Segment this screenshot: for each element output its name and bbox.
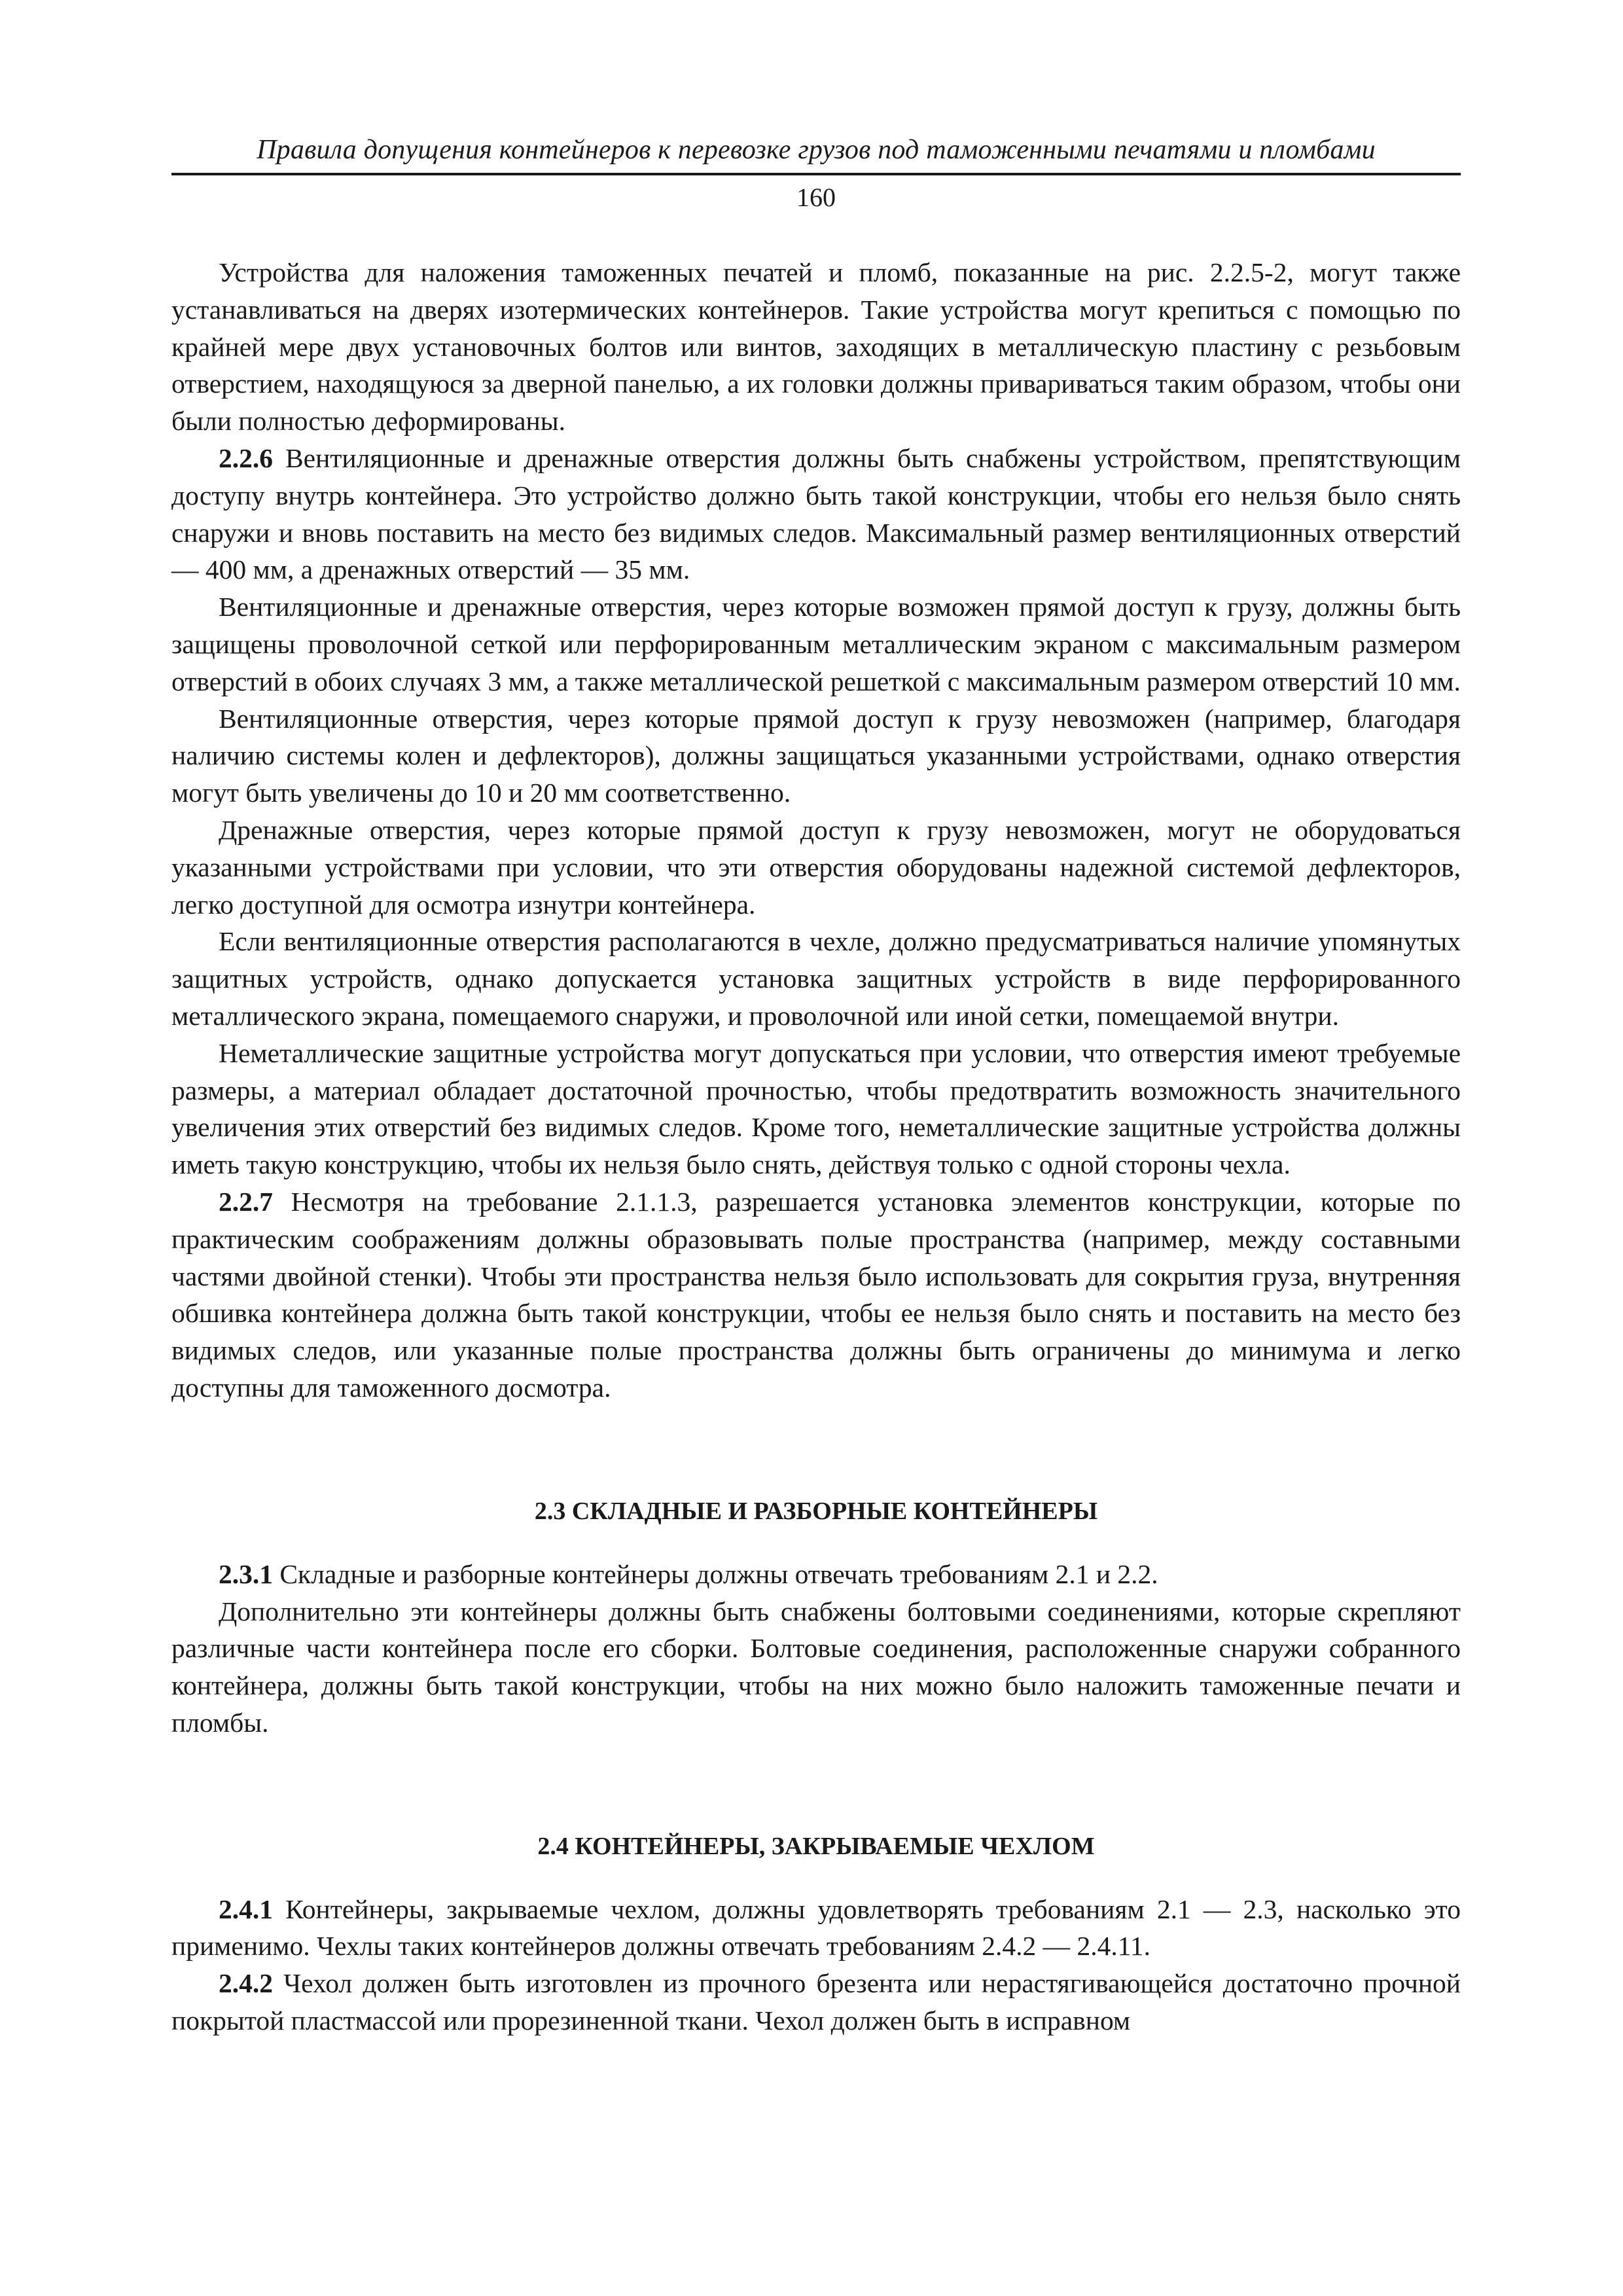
paragraph <box>171 254 1461 440</box>
paragraph-2-2-6 <box>171 440 1461 588</box>
paragraph-text: Дренажные отверстия, через которые прямой доступ к грузу невозможен, могут не оборудоваться указанными устройствами при условии, что эти отверстия оборудованы надежной системой дефлекторов, легко доступной для осмотра изнутри контейнера. <box>171 814 1461 920</box>
paragraph-text: Дополнительно эти контейнеры должны быть снабжены болтовыми соединениями, которые скрепляют различные части контейнера после его сборки. Болтовые соединения, расположенные снаружи собранного контейнера, должны быть такой конструкции, чтобы на них можно было наложить таможенные печати и пломбы. <box>171 1596 1461 1738</box>
paragraph <box>171 923 1461 1034</box>
paragraph-text: Неметаллические защитные устройства могут допускаться при условии, что отверстия имеют требуемые размеры, а материал обладает достаточной прочностью, чтобы предотвратить возможность значительного увеличения этих отверстий без видимых следов. Кроме того, неметаллические защитные устройства должны иметь такую конструкцию, чтобы их нельзя было снять, действуя только с одной стороны чехла. <box>171 1037 1461 1180</box>
paragraph-2-3-1 <box>171 1556 1461 1593</box>
clause-number: 2.4.2 <box>219 1968 273 1999</box>
header-rule <box>171 173 1461 175</box>
body-text <box>171 254 1461 2039</box>
paragraph-text: Контейнеры, закрываемые чехлом, должны удовлетворять требованиям 2.1 — 2.3, насколько это применимо. Чехлы таких контейнеров должны отвечать требованиям 2.4.2 — 2.4.11. <box>171 1893 1461 1962</box>
paragraph-text: Чехол должен быть изготовлен из прочного брезента или нерастягивающейся достаточно прочной покрытой пластмассой или прорезиненной ткани. Чехол должен быть в исправном <box>171 1968 1461 2036</box>
paragraph-2-4-1 <box>171 1891 1461 1965</box>
paragraph-text: Несмотря на требование 2.1.1.3, разрешается установка элементов конструкции, которые по практическим соображениям должны образовывать полые пространства (например, между составными частями двойной стенки). Чтобы эти пространства нельзя было использовать для сокрытия груза, внутренняя обшивка контейнера должна быть такой конструкции, чтобы ее нельзя было снять и поставить на место без видимых следов, или указанные полые пространства должны быть ограничены до минимума и легко доступны для таможенного досмотра. <box>171 1186 1461 1403</box>
paragraph <box>171 1593 1461 1742</box>
section-heading-2-4: 2.4 КОНТЕЙНЕРЫ, ЗАКРЫВАЕМЫЕ ЧЕХЛОМ <box>537 1832 1095 1860</box>
section-heading-2-3: 2.3 СКЛАДНЫЕ И РАЗБОРНЫЕ КОНТЕЙНЕРЫ <box>534 1497 1098 1525</box>
paragraph-text: Если вентиляционные отверстия располагаются в чехле, должно предусматриваться наличие упомянутых защитных устройств, однако допускается установка защитных устройств в виде перфорированного металлического экрана, помещаемого снаружи, и проволочной или иной сетки, помещаемой внутри. <box>171 926 1461 1031</box>
clause-number: 2.4.1 <box>219 1893 273 1924</box>
paragraph-text: Складные и разборные контейнеры должны отвечать требованиям 2.1 и 2.2. <box>273 1558 1158 1589</box>
running-header: Правила допущения контейнеров к перевозке грузов под таможенными печатями и пломбами <box>257 135 1376 165</box>
paragraph <box>171 1035 1461 1183</box>
paragraph-text: Вентиляционные и дренажные отверстия должны быть снабжены устройством, препятствующим доступу внутрь контейнера. Это устройство должно быть такой конструкции, чтобы его нельзя было снять снаружи и вновь поставить на место без видимых следов. Максимальный размер вентиляционных отверстий — 400 мм, а дренажных отверстий — 35 мм. <box>171 442 1461 585</box>
paragraph <box>171 700 1461 812</box>
clause-number: 2.3.1 <box>219 1558 273 1589</box>
paragraph <box>171 588 1461 700</box>
document-page <box>171 131 1461 2039</box>
paragraph-2-4-2 <box>171 1965 1461 2039</box>
paragraph <box>171 812 1461 923</box>
paragraph-text: Вентиляционные и дренажные отверстия, через которые возможен прямой доступ к грузу, должны быть защищены проволочной сеткой или перфорированным металлическим экраном с максимальным размером отверстий в обоих случаях 3 мм, а также металлической решеткой с максимальным размером отверстий 10 мм. <box>171 592 1461 696</box>
page-number: 160 <box>796 183 836 212</box>
clause-number: 2.2.7 <box>219 1186 273 1217</box>
paragraph-text: Вентиляционные отверстия, через которые прямой доступ к грузу невозможен (например, благодаря наличию системы колен и дефлекторов), должны защищаться указанными устройствами, однако отверстия могут быть увеличены до 10 и 20 мм соответственно. <box>171 703 1461 808</box>
paragraph-text: Устройства для наложения таможенных печатей и пломб, показанные на рис. 2.2.5-2, могут также устанавливаться на дверях изотермических контейнеров. Такие устройства могут крепиться с помощью по крайней мере двух установочных болтов или винтов, заходящих в металлическую пластину с резьбовым отверстием, находящуюся за дверной панелью, а их головки должны привариваться таким образом, чтобы они были полностью деформированы. <box>171 257 1461 437</box>
paragraph-2-2-7 <box>171 1183 1461 1407</box>
clause-number: 2.2.6 <box>219 442 273 473</box>
